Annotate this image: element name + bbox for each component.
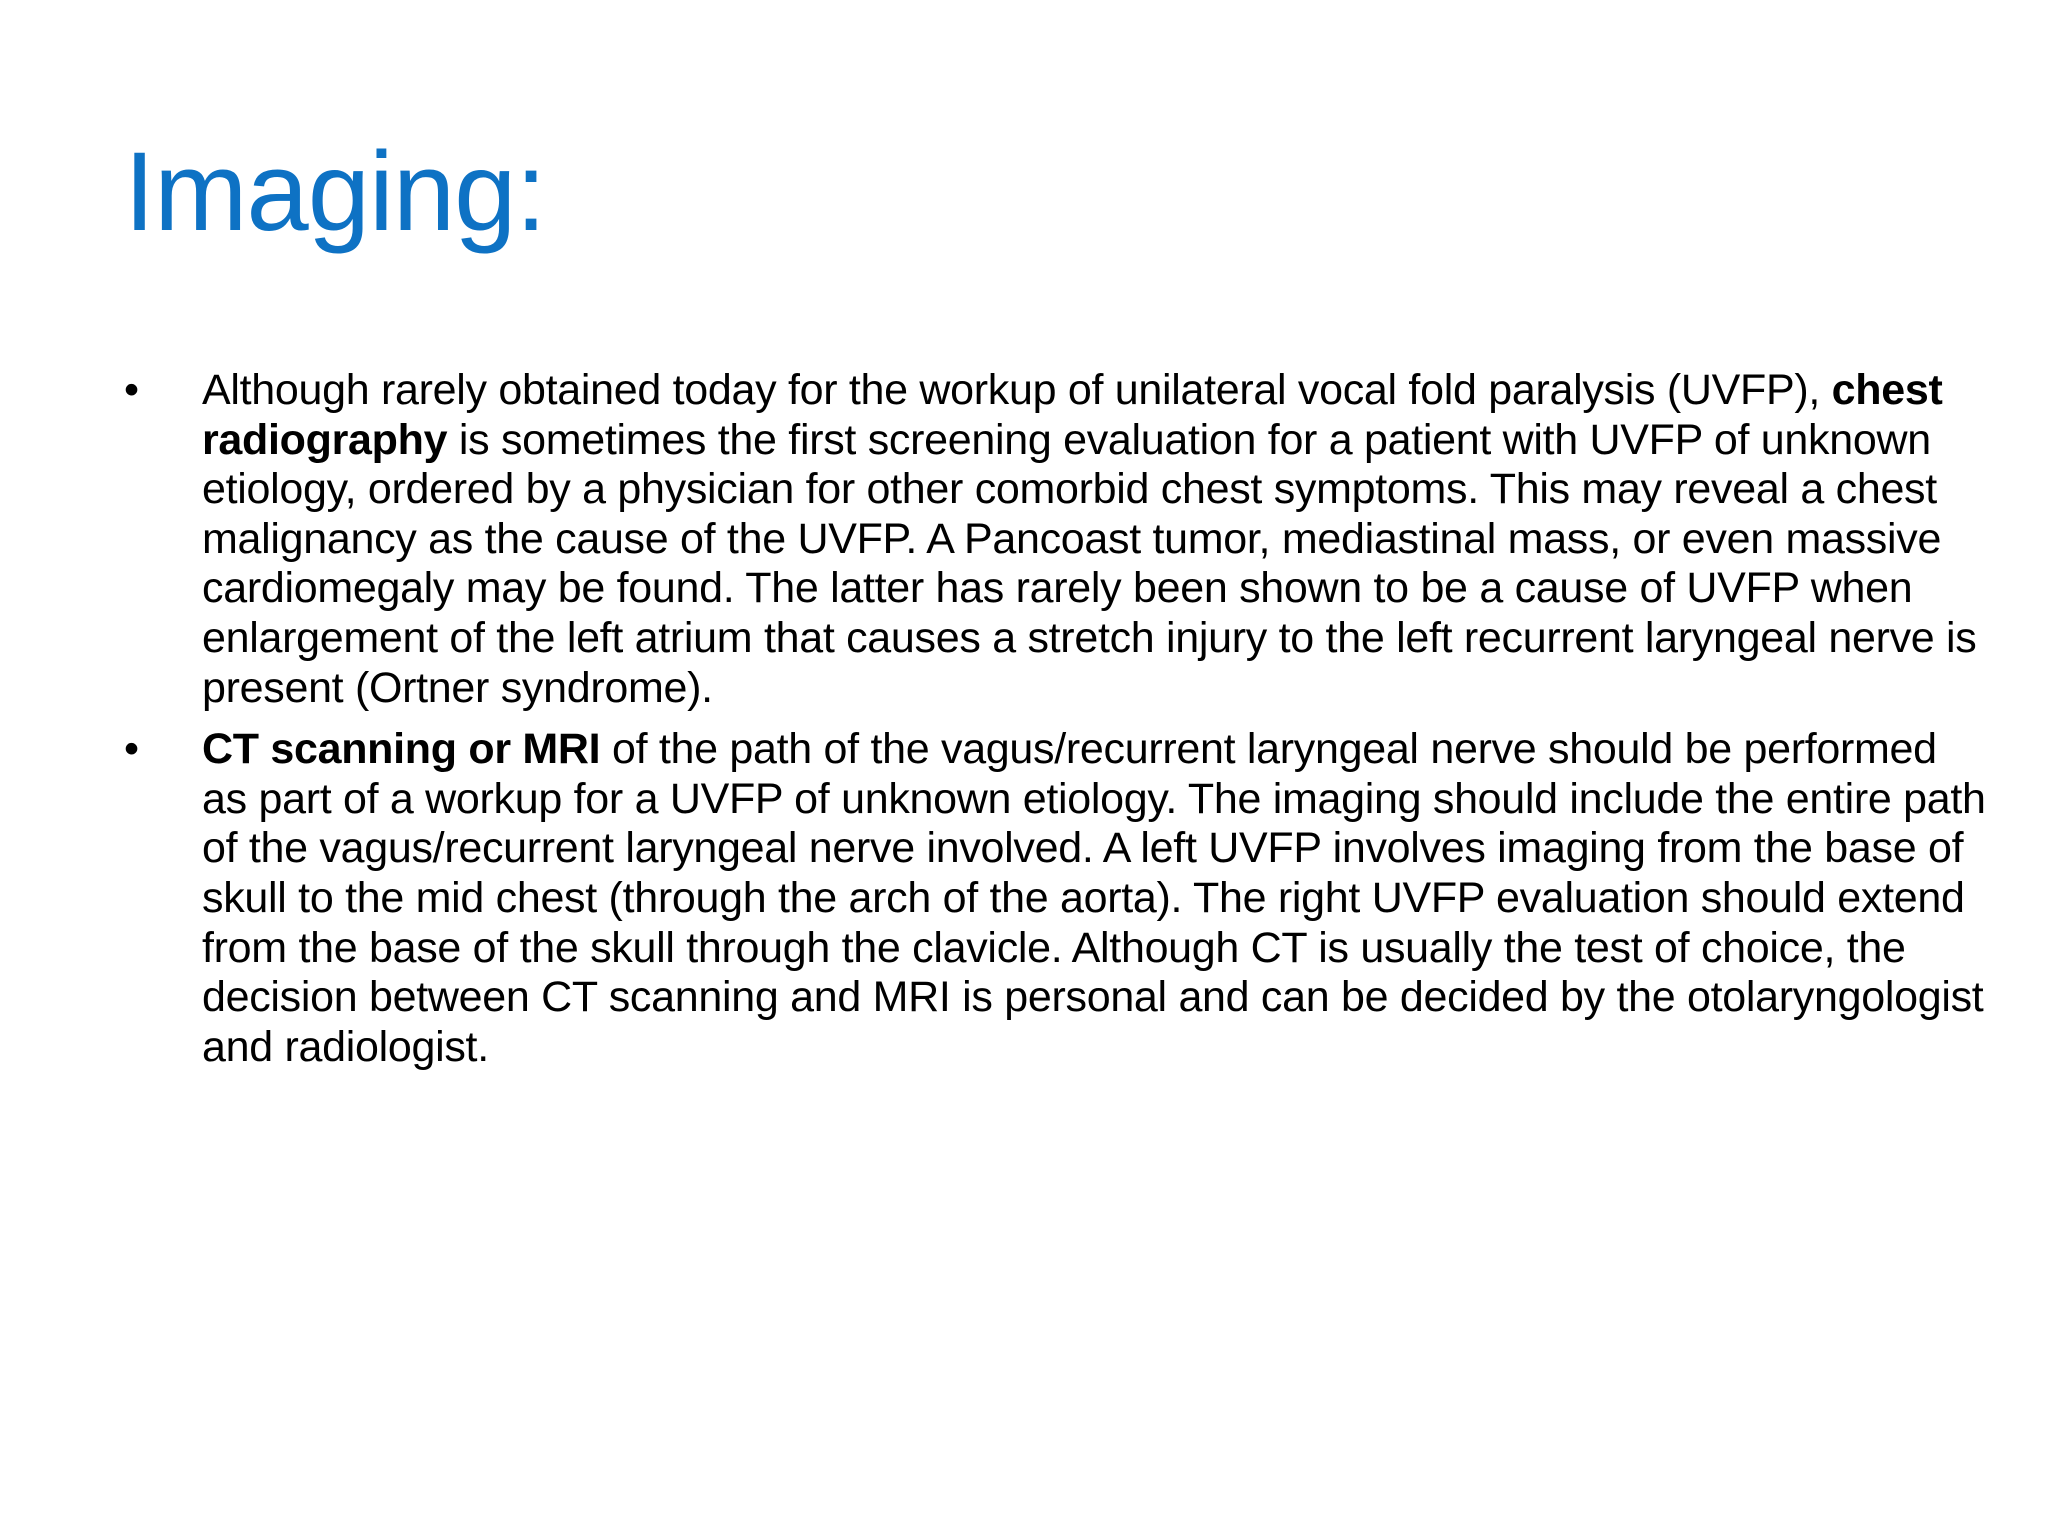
bullet-text: [202, 725, 1986, 1071]
bullet-text-before: Although rarely obtained today for the workup of unilateral vocal fold paralysis (UVFP),: [202, 366, 1832, 414]
bullet-marker: •: [124, 725, 139, 774]
bullet-text-after: of the path of the vagus/recurrent laryngeal nerve should be performed as part of a workup for a UVFP of unknown etiology. The imaging should include the entire path of the vagus/recurrent laryngeal nerve involved. A left UVFP involves imaging from the base of skull to the mid chest (through the arch of the aorta). The right UVFP evaluation should extend from the base of the skull through the clavicle. Although CT is usually the test of choice, the decision between CT scanning and MRI is personal and can be decided by the otolaryngologist and radiologist.: [202, 725, 1986, 1071]
bullet-text: [202, 366, 1977, 712]
bullet-item-ct-mri: [118, 725, 1988, 1072]
slide-title: Imaging:: [124, 129, 546, 254]
bullet-text-after: is sometimes the first screening evaluation for a patient with UVFP of unknown etiology, ordered by a physician for other comorbid chest symptoms. This may reveal a chest malignancy as the cause of the UVFP. A Pancoast tumor, mediastinal mass, or even massive cardiomegaly may be found. The latter has rarely been shown to be a cause of UVFP when enlargement of the left atrium that causes a stretch injury to the left recurrent laryngeal nerve is present (Ortner syndrome).: [202, 415, 1977, 712]
bullet-marker: •: [124, 366, 139, 414]
bullet-list: [118, 366, 1988, 1084]
bullet-text-bold: CT scanning or MRI: [202, 725, 601, 774]
bullet-item-chest-radiography: [118, 366, 1988, 713]
bullet-text-bold: chest radiography: [202, 366, 1943, 464]
